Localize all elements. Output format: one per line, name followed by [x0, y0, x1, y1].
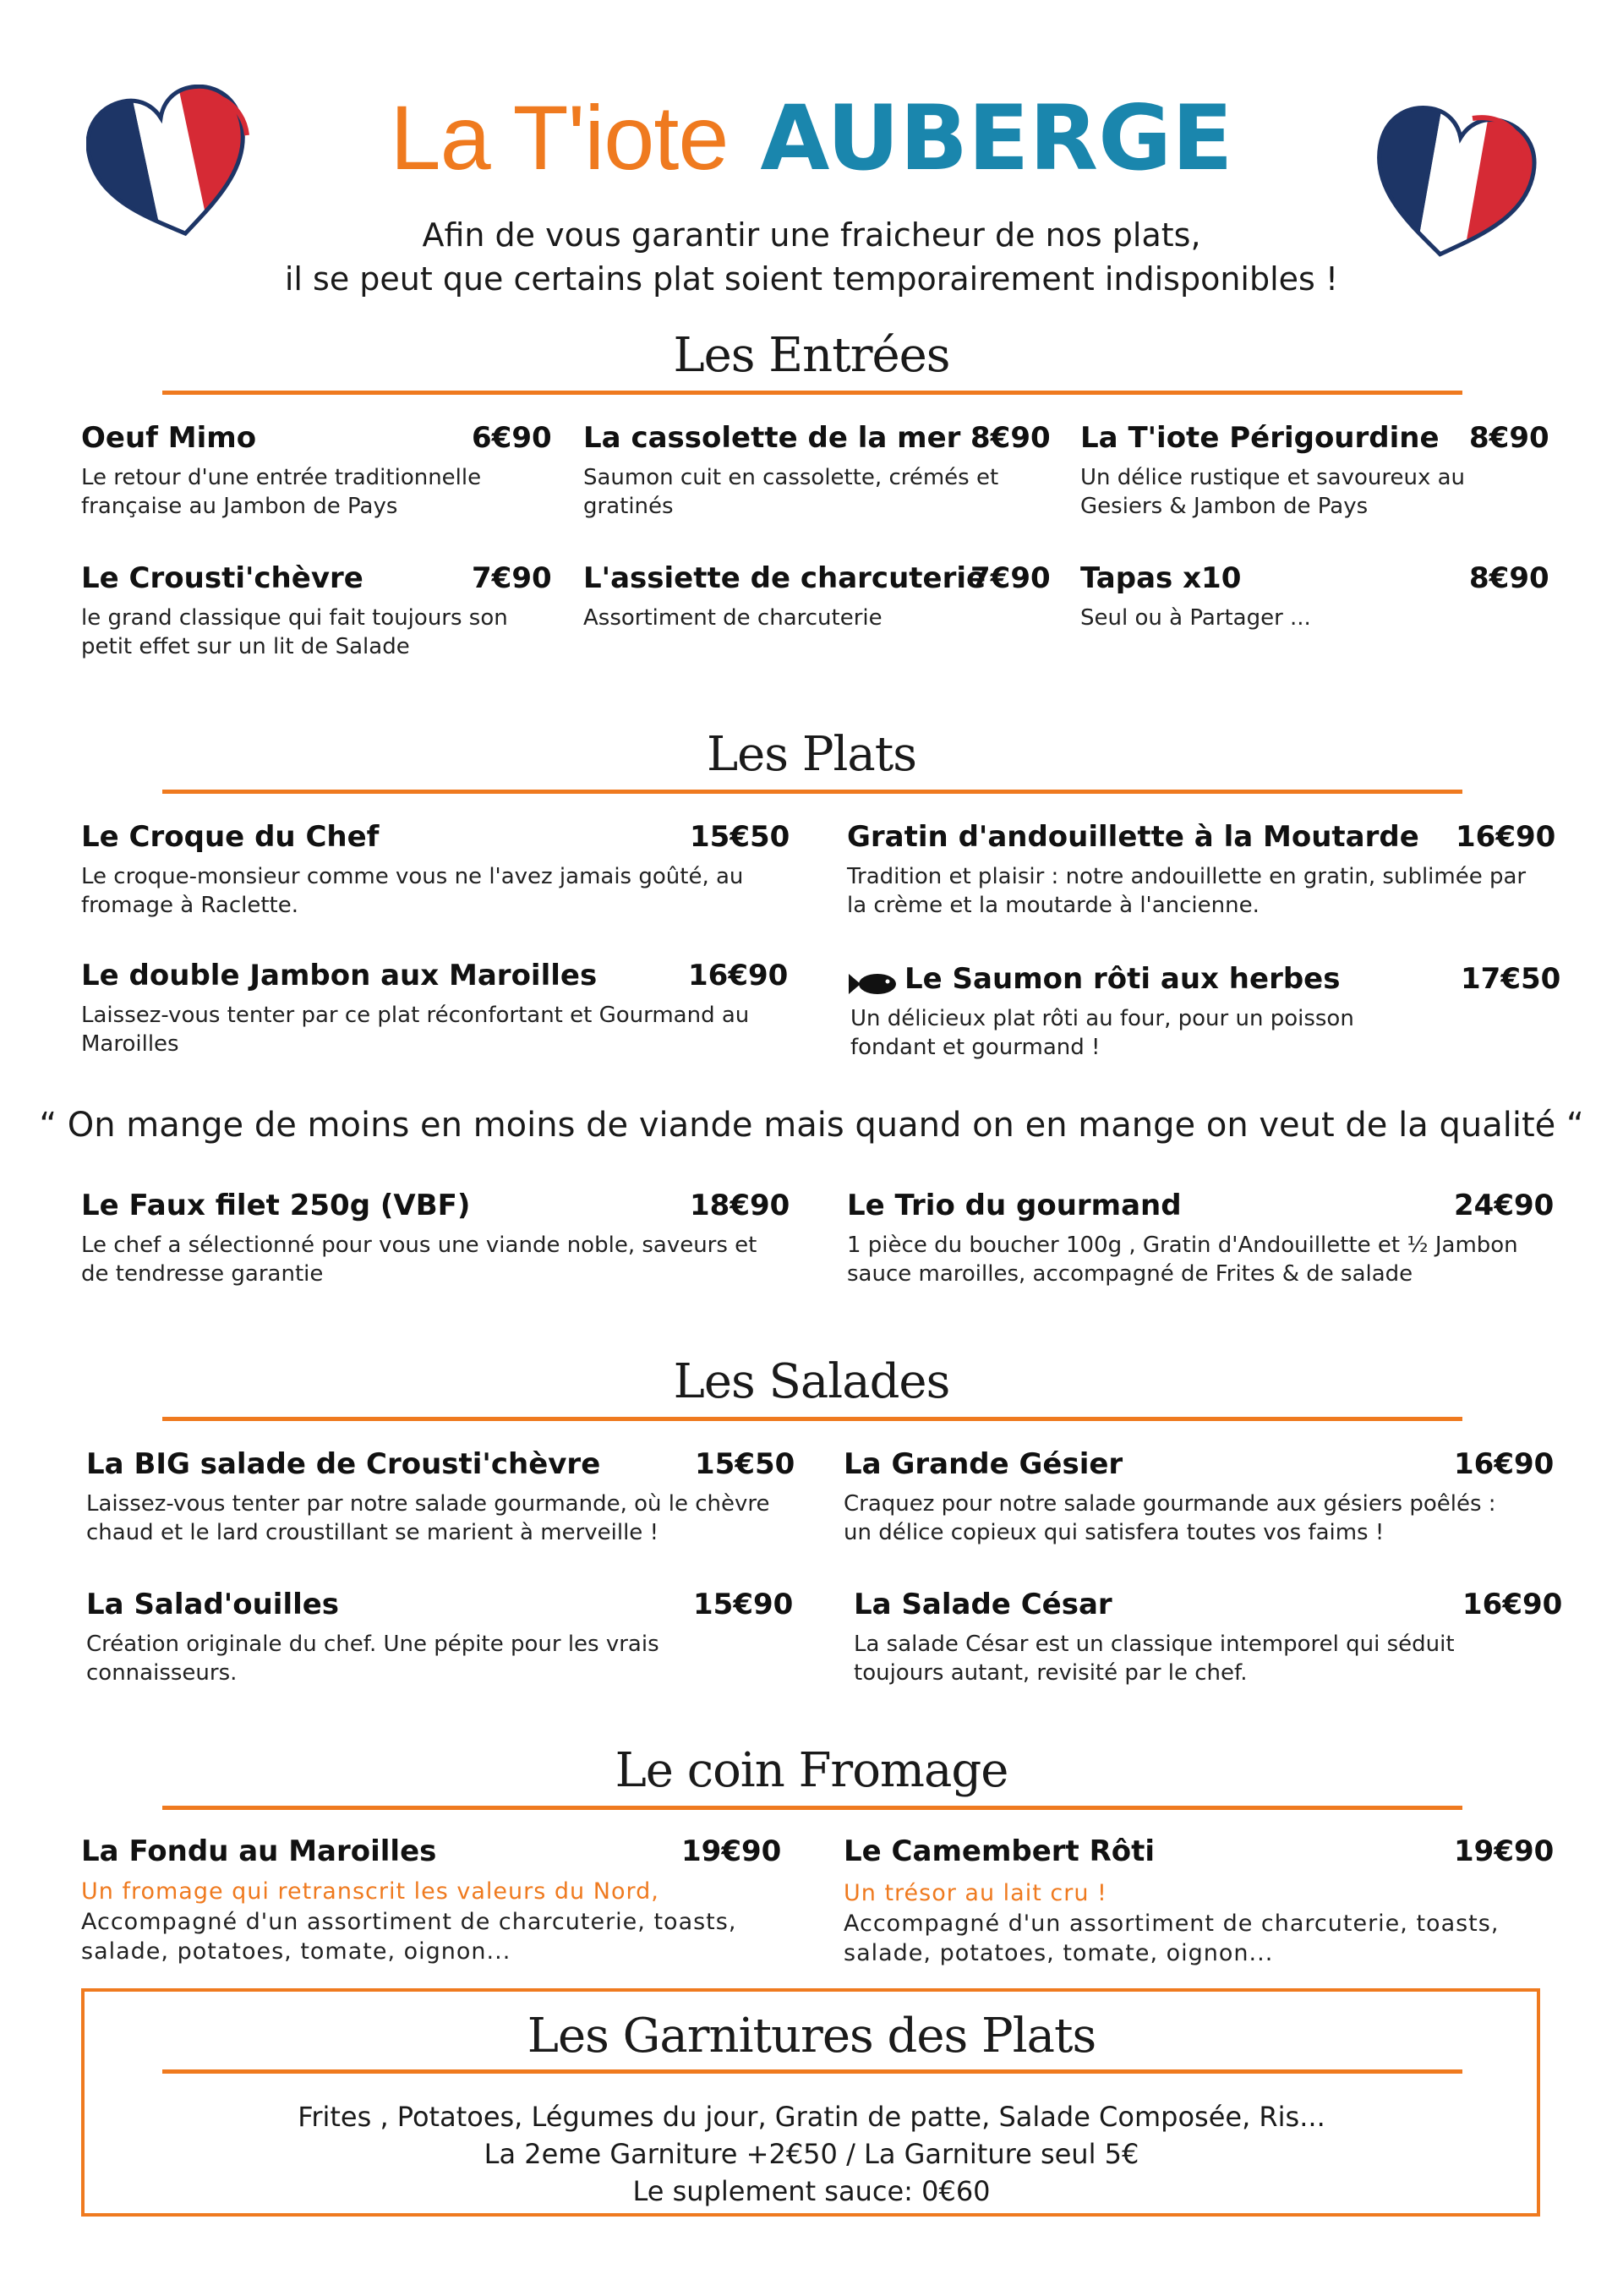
menu-item [1080, 561, 1554, 671]
sauce-supplement-price: Le suplement sauce: 0€60 [632, 2175, 991, 2207]
menu-item [1080, 421, 1554, 531]
item-name: La Fondu au Maroilles [81, 1834, 437, 1868]
item-subtitle: Un trésor au lait cru ! [844, 1880, 1107, 1906]
item-name: La T'iote Périgourdine [1080, 421, 1440, 455]
item-description: Le retour d'une entrée traditionnelle française au Jambon de Pays [81, 465, 482, 519]
item-price: 16€90 [1456, 820, 1556, 854]
section-divider [162, 391, 1462, 395]
menu-item [81, 1834, 783, 1978]
item-price: 15€50 [695, 1447, 795, 1481]
section-title-fromage: Le coin Fromage [615, 1743, 1008, 1798]
page-title [0, 85, 1623, 190]
item-name: La BIG salade de Crousti'chèvre [86, 1447, 601, 1481]
item-name: Le Saumon rôti aux herbes [904, 962, 1341, 996]
menu-item [583, 561, 1057, 671]
menu-item [850, 962, 1561, 1072]
item-price: 8€90 [1469, 421, 1549, 455]
item-price: 7€90 [970, 561, 1051, 595]
item-price: 18€90 [690, 1189, 790, 1222]
garniture-extra-price: La 2eme Garniture +2€50 / La Garniture seul 5€ [484, 2138, 1139, 2170]
item-name: Le Camembert Rôti [844, 1834, 1156, 1868]
item-name: La Salade César [854, 1588, 1112, 1621]
title-part-2: AUBERGE [760, 86, 1233, 190]
menu-item [844, 1834, 1555, 1978]
menu-item [847, 1189, 1555, 1298]
menu-item [81, 421, 552, 531]
menu-item [81, 820, 790, 930]
item-name: Le double Jambon aux Maroilles [81, 959, 598, 992]
quote: “ On mange de moins en moins de viande mais quand on en mange on veut de la qualité “ [39, 1106, 1584, 1145]
menu-item [583, 421, 1051, 531]
item-description: Laissez-vous tenter par ce plat réconfortant et Gourmand au Maroilles [81, 1003, 750, 1057]
item-name: La Grande Gésier [844, 1447, 1123, 1481]
item-name: La Salad'ouilles [86, 1588, 340, 1621]
title-part-1: La T'iote [390, 86, 729, 189]
menu-item [81, 1189, 790, 1298]
section-divider [162, 2069, 1462, 2074]
fish-icon [847, 970, 898, 998]
item-description: Accompagné d'un assortiment de charcuterie, toasts, salade, potatoes, tomate, oignon... [844, 1911, 1500, 1966]
item-description: Saumon cuit en cassolette, crémés et gratinés [583, 465, 999, 519]
item-name: Le Faux filet 250g (VBF) [81, 1189, 471, 1222]
item-name: Le Trio du gourmand [847, 1189, 1182, 1222]
menu-item [844, 1447, 1555, 1557]
item-price: 8€90 [970, 421, 1051, 455]
item-price: 8€90 [1469, 561, 1549, 595]
menu-item [847, 820, 1556, 930]
item-price: 15€50 [690, 820, 790, 854]
menu-item [86, 1588, 794, 1697]
notice-line-2: il se peut que certains plat soient temporairement indisponibles ! [284, 260, 1339, 298]
item-name: Le Crousti'chèvre [81, 561, 363, 595]
item-description: Accompagné d'un assortiment de charcuterie, toasts, salade, potatoes, tomate, oignon... [81, 1909, 737, 1965]
item-price: 7€90 [472, 561, 552, 595]
section-divider [162, 1417, 1462, 1421]
item-description: Le croque-monsieur comme vous ne l'avez jamais goûté, au fromage à Raclette. [81, 864, 744, 918]
menu-item [81, 561, 555, 671]
section-divider [162, 1806, 1462, 1810]
item-description: Tradition et plaisir : notre andouillette en gratin, sublimée par la crème et la moutarde à l'ancienne. [847, 864, 1527, 918]
item-description: Un délice rustique et savoureux au Gesiers & Jambon de Pays [1080, 465, 1466, 519]
item-description: Seul ou à Partager ... [1080, 605, 1311, 631]
item-description: Laissez-vous tenter par notre salade gourmande, où le chèvre chaud et le lard croustillant se marient à merveille ! [86, 1491, 770, 1545]
item-name: L'assiette de charcuterie [583, 561, 986, 595]
item-price: 6€90 [472, 421, 552, 455]
item-description: La salade César est un classique intemporel qui séduit toujours autant, revisité par le chef. [854, 1632, 1455, 1686]
item-description: Un délicieux plat rôti au four, pour un poisson fondant et gourmand ! [850, 1006, 1354, 1060]
item-price: 24€90 [1454, 1189, 1555, 1222]
item-price: 16€90 [1462, 1588, 1563, 1621]
item-description: Création originale du chef. Une pépite pour les vrais connaisseurs. [86, 1632, 659, 1686]
garnitures-list: Frites , Potatoes, Légumes du jour, Gratin de patte, Salade Composée, Ris... [298, 2101, 1325, 2133]
section-title-salades: Les Salades [673, 1354, 950, 1409]
section-title-garnitures: Les Garnitures des Plats [527, 2009, 1096, 2064]
item-name: La cassolette de la mer [583, 421, 961, 455]
item-price: 19€90 [681, 1834, 782, 1868]
section-title-entrees: Les Entrées [673, 328, 950, 383]
item-description: le grand classique qui fait toujours son petit effet sur un lit de Salade [81, 605, 508, 659]
item-description: Le chef a sélectionné pour vous une viande noble, saveurs et de tendresse garantie [81, 1233, 757, 1287]
item-name: Le Croque du Chef [81, 820, 380, 854]
item-price: 17€50 [1461, 962, 1561, 996]
item-name: Oeuf Mimo [81, 421, 257, 455]
menu-item [854, 1588, 1563, 1697]
item-description: Assortiment de charcuterie [583, 605, 883, 631]
item-name: Tapas x10 [1080, 561, 1242, 595]
item-price: 15€90 [693, 1588, 794, 1621]
notice-line-1: Afin de vous garantir une fraicheur de nos plats, [422, 216, 1201, 254]
menu-item [81, 959, 789, 1069]
item-price: 16€90 [688, 959, 789, 992]
item-description: 1 pièce du boucher 100g , Gratin d'Andouillette et ½ Jambon sauce maroilles, accompagné de Frites & de salade [847, 1233, 1518, 1287]
item-subtitle: Un fromage qui retranscrit les valeurs du Nord, [81, 1878, 659, 1905]
item-price: 16€90 [1454, 1447, 1555, 1481]
section-title-plats: Les Plats [706, 727, 917, 782]
item-description: Craquez pour notre salade gourmande aux gésiers poêlés : un délice copieux qui satisfera toutes vos faims ! [844, 1491, 1496, 1545]
item-price: 19€90 [1454, 1834, 1555, 1868]
menu-item [86, 1447, 795, 1557]
section-divider [162, 790, 1462, 794]
item-name: Gratin d'andouillette à la Moutarde [847, 820, 1419, 854]
availability-notice [0, 213, 1623, 301]
